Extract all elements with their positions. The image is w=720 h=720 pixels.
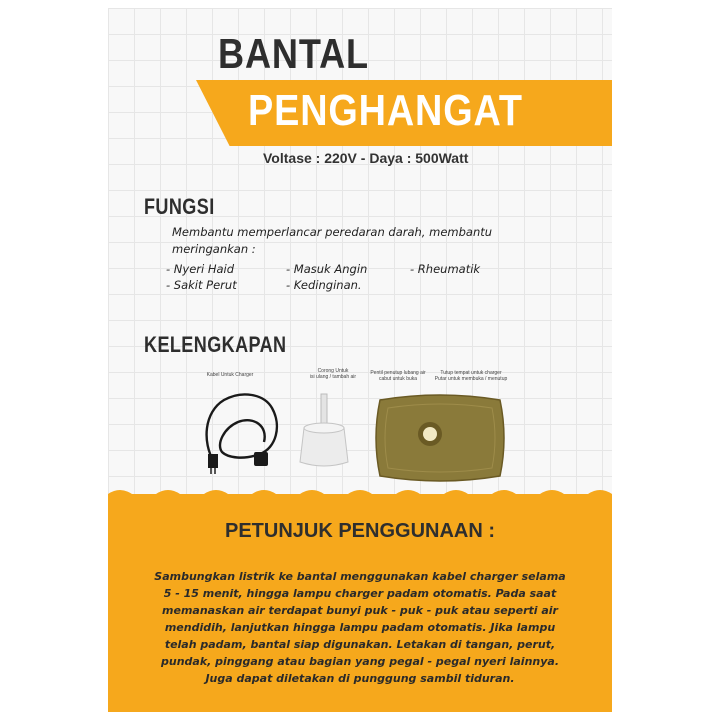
funnel-image [294,390,354,472]
usage-line: mendidih, lanjutkan hingga lampu padam otomatis. Jika lampu [164,621,556,634]
pillow-label-line-1: Pentil penutup lubang air [370,370,426,376]
usage-line: Juga dapat diletakan di punggung sambil tiduran. [205,672,515,685]
fungsi-intro-2: meringankan : [172,242,256,256]
heating-pillow-image [372,390,508,486]
cap-label-line-1: Tutup tempat untuk charger [440,370,502,376]
usage-line: telah padam, bantal siap digunakan. Letakan di tangan, perut, [164,638,556,651]
list-item: - Nyeri Haid [166,262,235,276]
usage-line: Sambungkan listrik ke bantal menggunakan kabel charger selama [154,570,566,583]
list-item: - Rheumatik [410,262,481,276]
specs-text: Voltase : 220V - Daya : 500Watt [263,150,469,166]
list-item: - Sakit Perut [166,278,237,292]
fungsi-intro-1: Membantu memperlancar peredaran darah, membantu [172,225,493,239]
charger-cable-image [194,382,290,478]
product-flyer [108,8,612,712]
usage-instructions [128,568,592,687]
cap-label [426,370,516,382]
cap-label-line-2: Putar untuk membuka / menutup [434,376,508,382]
title-line-2: PENGHANGAT [248,86,523,135]
pillow-label-line-2: cabut untuk buka [378,376,418,382]
fungsi-heading: FUNGSI [144,194,215,219]
usage-line: pundak, pinggang atau bagian yang pegal - pegal nyeri lainnya. [161,655,559,668]
kelengkapan-heading: KELENGKAPAN [144,332,287,357]
funnel-label-line-2: isi ulang / tambah air [309,374,357,380]
usage-line: memanaskan air terdapat bunyi puk - puk - puk atau seperti air [162,604,558,617]
funnel-label-line-1: Corong Untuk [317,368,349,374]
usage-line: 5 - 15 menit, hingga lampu charger padam otomatis. Pada saat [163,587,557,600]
list-item: - Kedinginan. [286,278,362,292]
list-item: - Masuk Angin [286,262,368,276]
usage-heading: PETUNJUK PENGGUNAAN : [224,520,496,542]
wave-divider [108,486,612,502]
cable-label: Kabel Untuk Charger [206,372,254,378]
title-line-1: BANTAL [218,30,369,77]
